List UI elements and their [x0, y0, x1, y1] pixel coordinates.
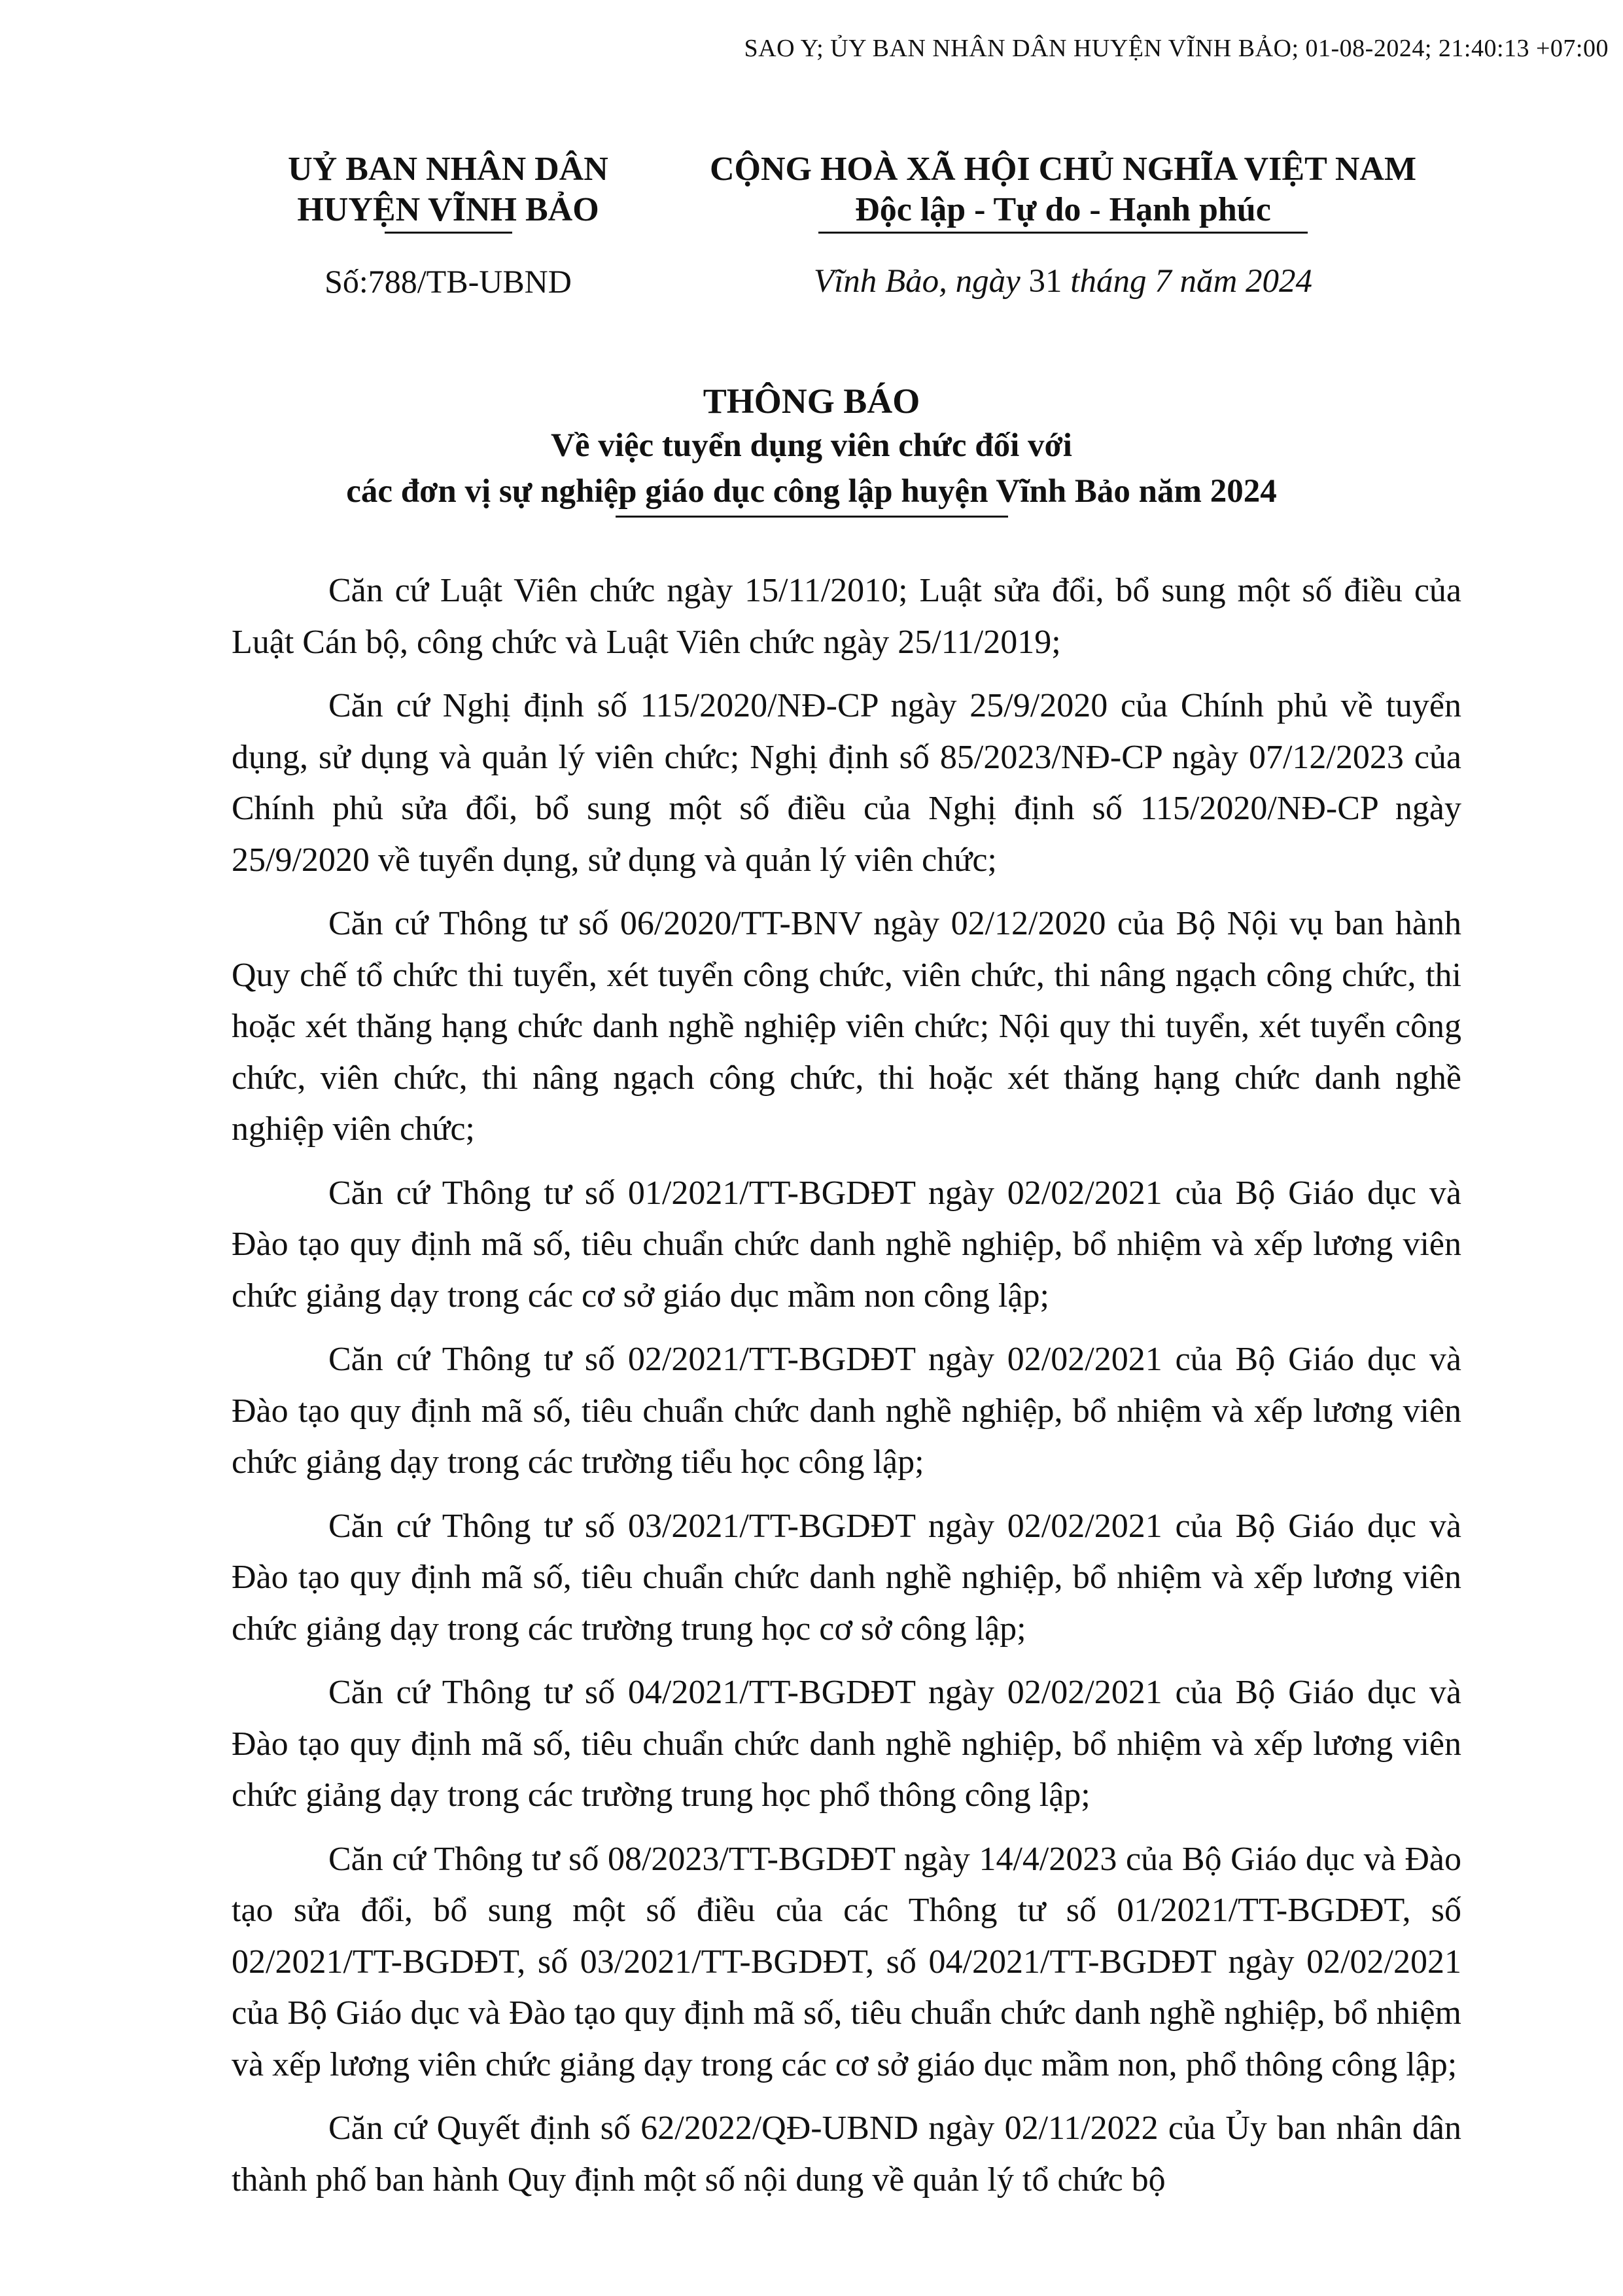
- place-date-mid: tháng: [1062, 263, 1155, 300]
- place-date-prefix: Vĩnh Bảo, ngày: [813, 263, 1029, 300]
- agency-name-line2: HUYỆN VĨNH BẢO: [297, 191, 599, 228]
- agency-underline: [385, 232, 512, 234]
- digital-copy-stamp: SAO Y; ỦY BAN NHÂN DÂN HUYỆN VĨNH BẢO; 01-08-2024; 21:40:13 +07:00: [744, 35, 1609, 62]
- national-motto-block: [674, 149, 1452, 300]
- title-underline: [616, 516, 1008, 518]
- legal-basis-paragraph: Căn cứ Quyết định số 62/2022/QĐ-UBND ngày 02/11/2022 của Ủy ban nhân dân thành phố ban hành Quy định một số nội dung về quản lý tổ chức bộ: [232, 2110, 1461, 2199]
- legal-basis-paragraph: Căn cứ Thông tư số 01/2021/TT-BGDĐT ngày 02/02/2021 của Bộ Giáo dục và Đào tạo quy định mã số, tiêu chuẩn chức danh nghề nghiệp, bổ nhiệm và xếp lương viên chức giảng dạy trong các cơ sở giáo dục mầm non công lập;: [232, 1174, 1461, 1315]
- country-name: CỘNG HOÀ XÃ HỘI CHỦ NGHĨA VIỆT NAM: [709, 150, 1417, 188]
- legal-basis-paragraph: Căn cứ Thông tư số 06/2020/TT-BNV ngày 02/12/2020 của Bộ Nội vụ ban hành Quy chế tổ chức thi tuyển, xét tuyển công chức, viên chức, thi nâng ngạch công chức, thi hoặc xét thăng hạng chức danh nghề nghiệp viên chức; Nội quy thi tuyển, xét tuyển công chức, viên chức, thi nâng ngạch công chức, thi hoặc xét thăng hạng chức danh nghề nghiệp viên chức;: [232, 905, 1461, 1148]
- motto-underline: [818, 232, 1308, 234]
- place-date-suffix: năm 2024: [1171, 263, 1313, 300]
- document-type-title: THÔNG BÁO: [703, 381, 920, 421]
- issuing-agency-block: [245, 149, 651, 300]
- document-subject-line1: Về việc tuyển dụng viên chức đối với: [551, 427, 1072, 464]
- document-header: [0, 149, 1623, 319]
- legal-basis-paragraph: Căn cứ Thông tư số 04/2021/TT-BGDĐT ngày 02/02/2021 của Bộ Giáo dục và Đào tạo quy định mã số, tiêu chuẩn chức danh nghề nghiệp, bổ nhiệm và xếp lương viên chức giảng dạy trong các trường trung học phổ thông công lập;: [232, 1674, 1461, 1814]
- document-subject-line2: các đơn vị sự nghiệp giáo dục công lập huyện Vĩnh Bảo năm 2024: [346, 473, 1277, 510]
- agency-name-line1: UỶ BAN NHÂN DÂN: [288, 150, 608, 188]
- legal-basis-paragraph: Căn cứ Thông tư số 02/2021/TT-BGDĐT ngày 02/02/2021 của Bộ Giáo dục và Đào tạo quy định mã số, tiêu chuẩn chức danh nghề nghiệp, bổ nhiệm và xếp lương viên chức giảng dạy trong các trường tiểu học công lập;: [232, 1341, 1461, 1481]
- legal-basis-paragraph: Căn cứ Luật Viên chức ngày 15/11/2010; Luật sửa đổi, bổ sung một số điều của Luật Cán bộ, công chức và Luật Viên chức ngày 25/11/2019;: [232, 572, 1461, 661]
- document-body: [232, 565, 1461, 2218]
- national-motto: Độc lập - Tự do - Hạnh phúc: [855, 191, 1271, 228]
- legal-basis-paragraph: Căn cứ Nghị định số 115/2020/NĐ-CP ngày 25/9/2020 của Chính phủ về tuyển dụng, sử dụng và quản lý viên chức; Nghị định số 85/2023/NĐ-CP ngày 07/12/2023 của Chính phủ sửa đổi, bổ sung một số điều của Nghị định số 115/2020/NĐ-CP ngày 25/9/2020 về tuyển dụng, sử dụng và quản lý viên chức;: [232, 687, 1461, 879]
- date-month: 7: [1155, 263, 1172, 300]
- date-day: 31: [1028, 263, 1062, 300]
- legal-basis-paragraph: Căn cứ Thông tư số 03/2021/TT-BGDĐT ngày 02/02/2021 của Bộ Giáo dục và Đào tạo quy định mã số, tiêu chuẩn chức danh nghề nghiệp, bổ nhiệm và xếp lương viên chức giảng dạy trong các trường trung học cơ sở công lập;: [232, 1507, 1461, 1648]
- place-and-date: [674, 262, 1452, 300]
- document-title-block: [0, 380, 1623, 518]
- document-number: Số:788/TB-UBND: [324, 263, 572, 300]
- legal-basis-paragraph: Căn cứ Thông tư số 08/2023/TT-BGDĐT ngày 14/4/2023 của Bộ Giáo dục và Đào tạo sửa đổi, bổ sung một số điều của các Thông tư số 01/2021/TT-BGDĐT, số 02/2021/TT-BGDĐT, số 03/2021/TT-BGDĐT, số 04/2021/TT-BGDĐT ngày 02/02/2021 của Bộ Giáo dục và Đào tạo quy định mã số, tiêu chuẩn chức danh nghề nghiệp, bổ nhiệm và xếp lương viên chức giảng dạy trong các cơ sở giáo dục mầm non, phổ thông công lập;: [232, 1840, 1461, 2083]
